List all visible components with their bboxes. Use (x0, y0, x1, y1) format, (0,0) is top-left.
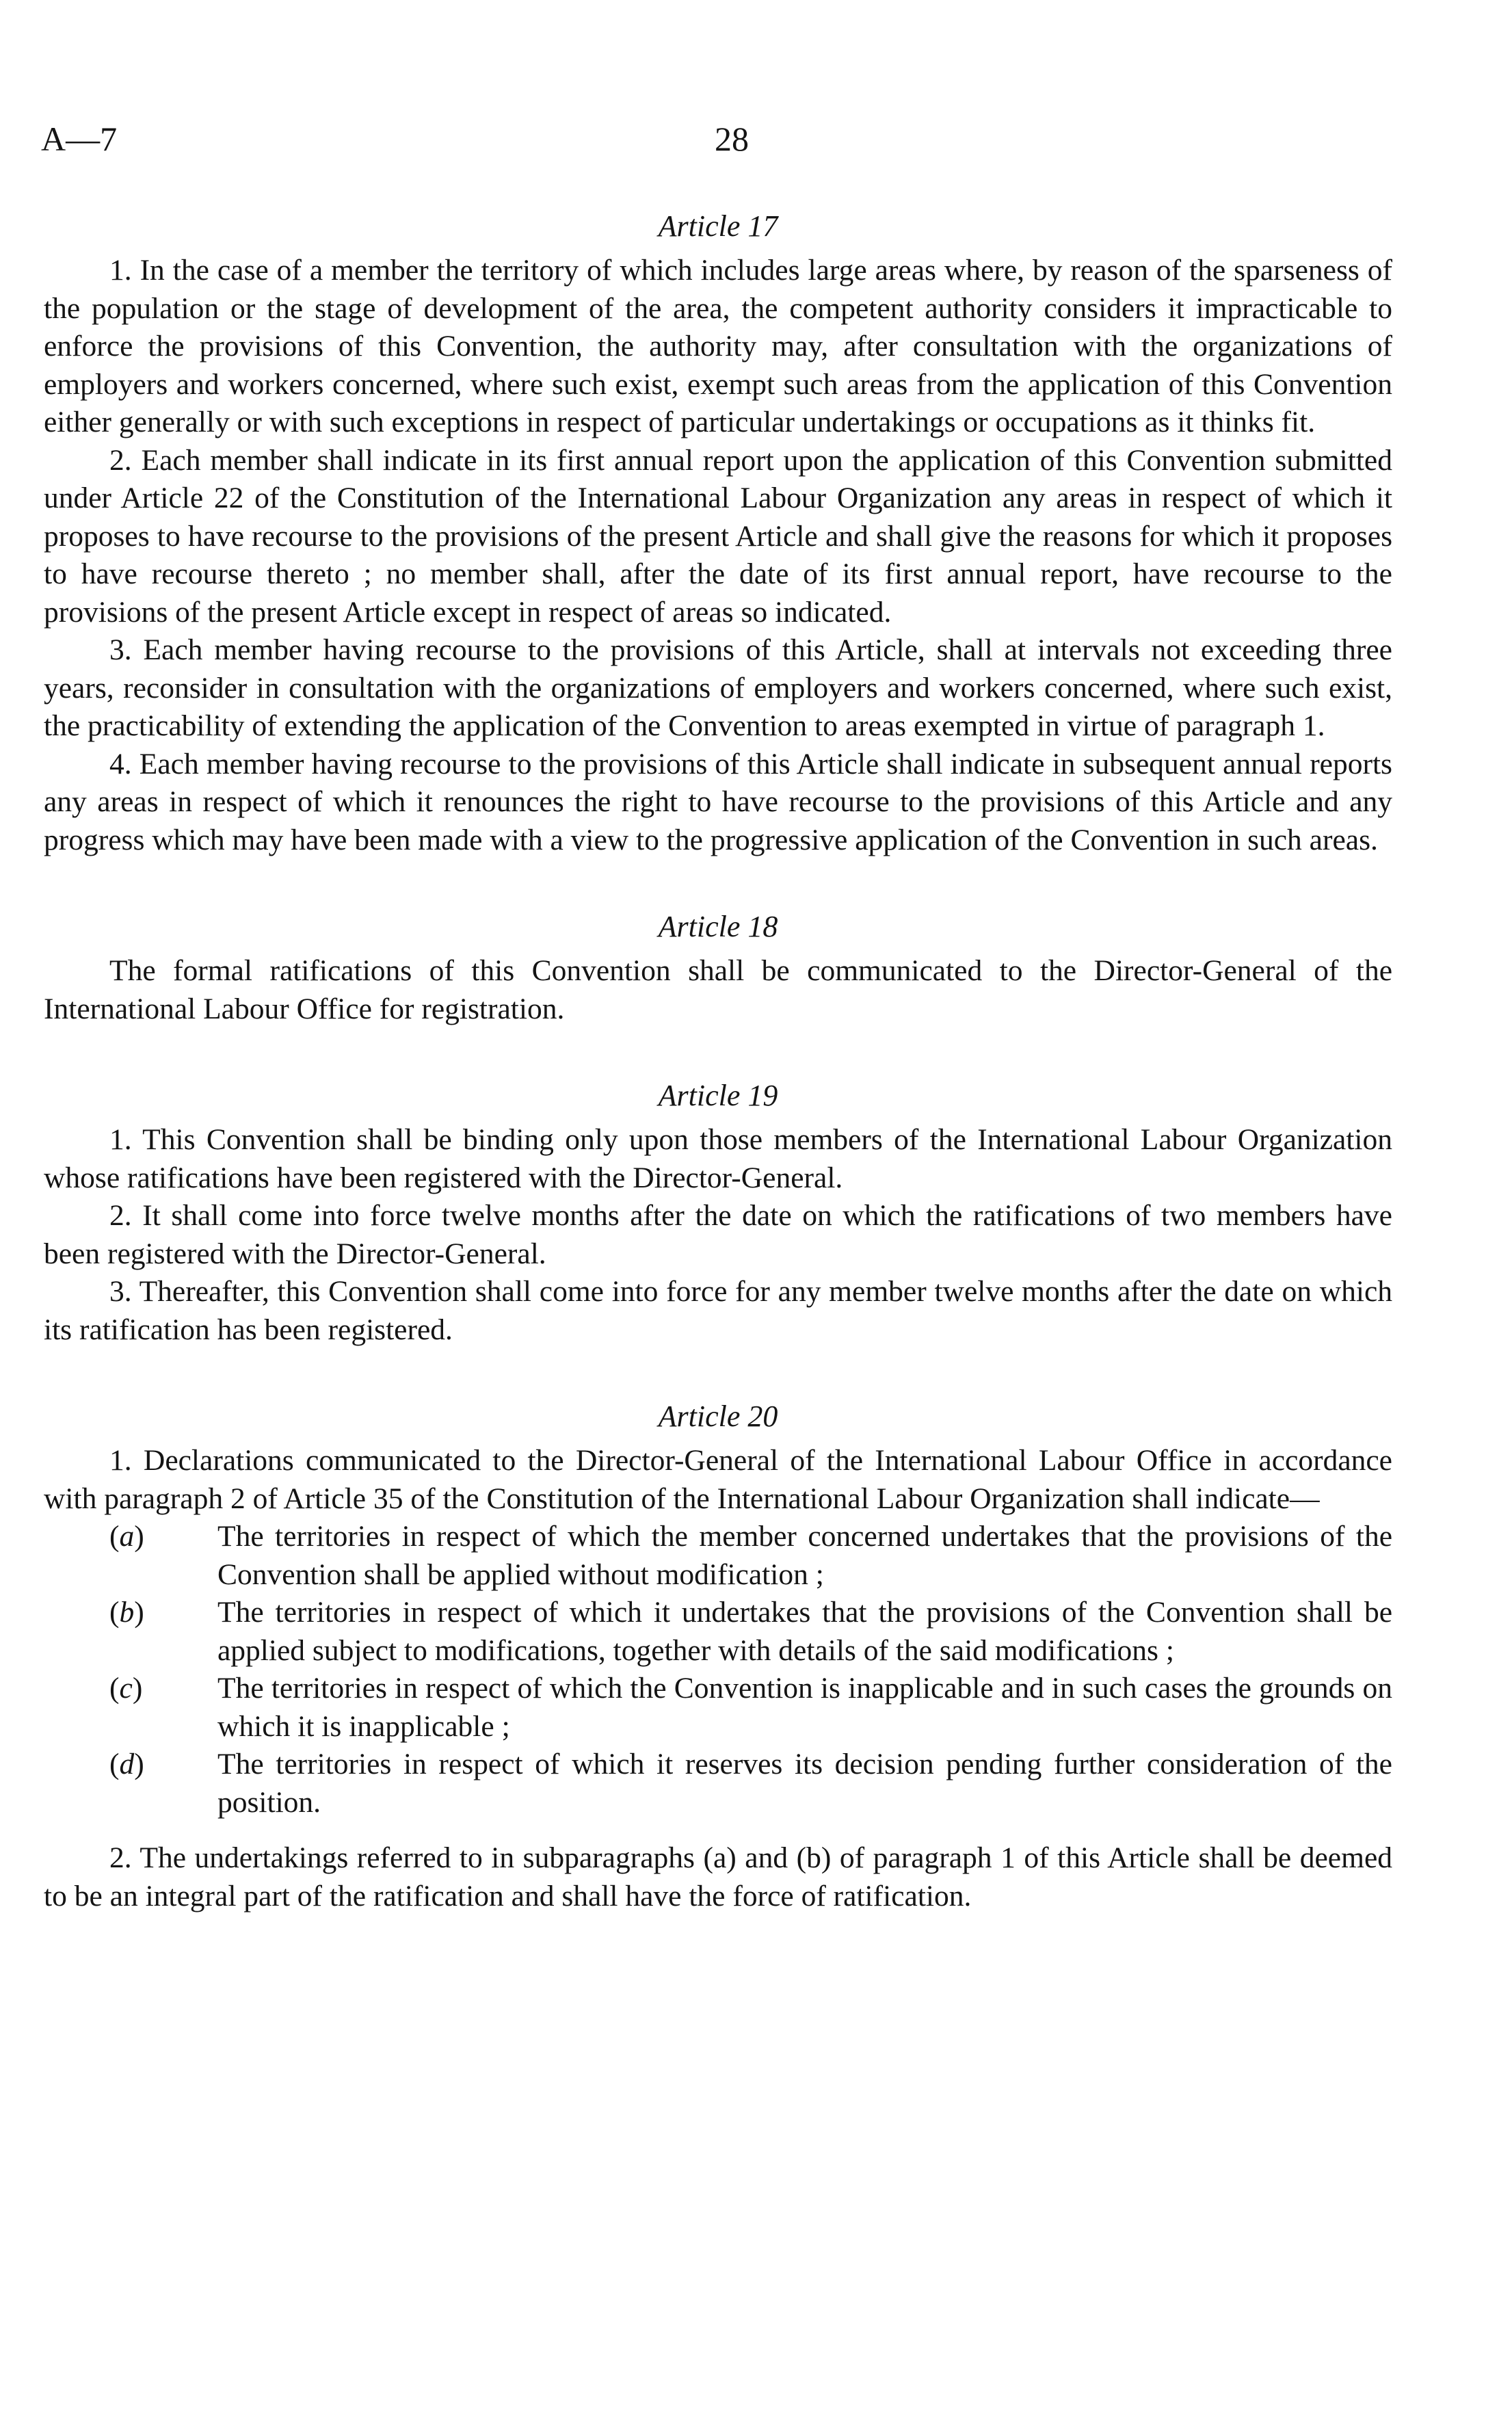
article-20 (44, 1397, 1392, 1915)
document-body (44, 207, 1392, 1915)
article-18 (44, 907, 1392, 1028)
list-item-text: The territories in respect of which it reserves its decision pending further consideration of the position. (217, 1748, 1392, 1819)
list-item (44, 1594, 1392, 1670)
article-paragraph: 2. Each member shall indicate in its first annual report upon the application of this Convention submitted under Article 22 of the Constitution of the International Labour Organization any areas in respect of which it proposes to have recourse to the provisions of the present Article and shall give the reasons for which it proposes to have recourse thereto ; no member shall, after the date of its first annual report, have recourse to the provisions of the present Article except in respect of areas so indicated. (44, 443, 1392, 629)
article-paragraph: 3. Each member having recourse to the provisions of this Article, shall at intervals not exceeding three years, reconsider in consultation with the organizations of employers and workers concerned, where such exist, the practicability of extending the application of the Convention to areas exempted in virtue of paragraph 1. (44, 633, 1392, 742)
article-paragraph: 1. This Convention shall be binding only upon those members of the International Labour Organization whose ratifications have been registered with the Director-General. (44, 1123, 1392, 1194)
page-header (41, 115, 1436, 170)
article-heading: Article 18 (658, 910, 778, 943)
article-paragraph: 1. Declarations communicated to the Director-General of the International Labour Office in accordance with paragraph 2 of Article 35 of the Constitution of the International Labour Organization shall indicate— (44, 1444, 1392, 1515)
article-paragraph: 4. Each member having recourse to the provisions of this Article shall indicate in subsequent annual reports any areas in respect of which it renounces the right to have recourse to the provisions of this Article and any progress which may have been made with a view to the progressive application of the Convention in such areas. (44, 747, 1392, 856)
article-paragraph: 3. Thereafter, this Convention shall come into force for any member twelve months after the date on which its ratification has been registered. (44, 1275, 1392, 1346)
article-heading: Article 17 (658, 209, 778, 243)
list-item-label: (c) (109, 1672, 143, 1705)
list-item (44, 1670, 1392, 1746)
article-17 (44, 207, 1392, 859)
list-item-text: The territories in respect of which the member concerned undertakes that the provisions of the Convention shall be applied without modification ; (217, 1520, 1392, 1591)
list-item-text: The territories in respect of which it undertakes that the provisions of the Convention shall be applied subject to modifications, together with details of the said modifications ; (217, 1596, 1392, 1667)
list-item (44, 1518, 1392, 1594)
list-item-label: (a) (109, 1520, 144, 1553)
article-paragraph: 1. In the case of a member the territory of which includes large areas where, by reason of the sparseness of the population or the stage of development of the area, the competent authority considers it impracticable to enforce the provisions of this Convention, the authority may, after consultation with the organizations of employers and workers concerned, where such exist, exempt such areas from the application of this Convention either generally or with such exceptions in respect of particular undertakings or occupations as it thinks fit. (44, 254, 1392, 438)
article-paragraph: The formal ratifications of this Convention shall be communicated to the Director-General of the International Labour Office for registration. (44, 954, 1392, 1025)
article-heading: Article 19 (658, 1079, 778, 1112)
list-item-text: The territories in respect of which the Convention is inapplicable and in such cases the grounds on which it is inapplicable ; (217, 1672, 1392, 1743)
article-heading: Article 20 (658, 1399, 778, 1433)
document-reference: A—7 (41, 120, 118, 158)
list-item-label: (b) (109, 1596, 144, 1629)
list-item (44, 1746, 1392, 1822)
article-19 (44, 1076, 1392, 1349)
article-paragraph: 2. The undertakings referred to in subparagraphs (a) and (b) of paragraph 1 of this Article shall be deemed to be an integral part of the ratification and shall have the force of ratification. (44, 1841, 1392, 1913)
subparagraph-list (44, 1518, 1392, 1822)
list-item-label: (d) (109, 1748, 144, 1780)
page-number: 28 (715, 120, 749, 158)
article-paragraph: 2. It shall come into force twelve months after the date on which the ratifications of two members have been registered with the Director-General. (44, 1199, 1392, 1270)
